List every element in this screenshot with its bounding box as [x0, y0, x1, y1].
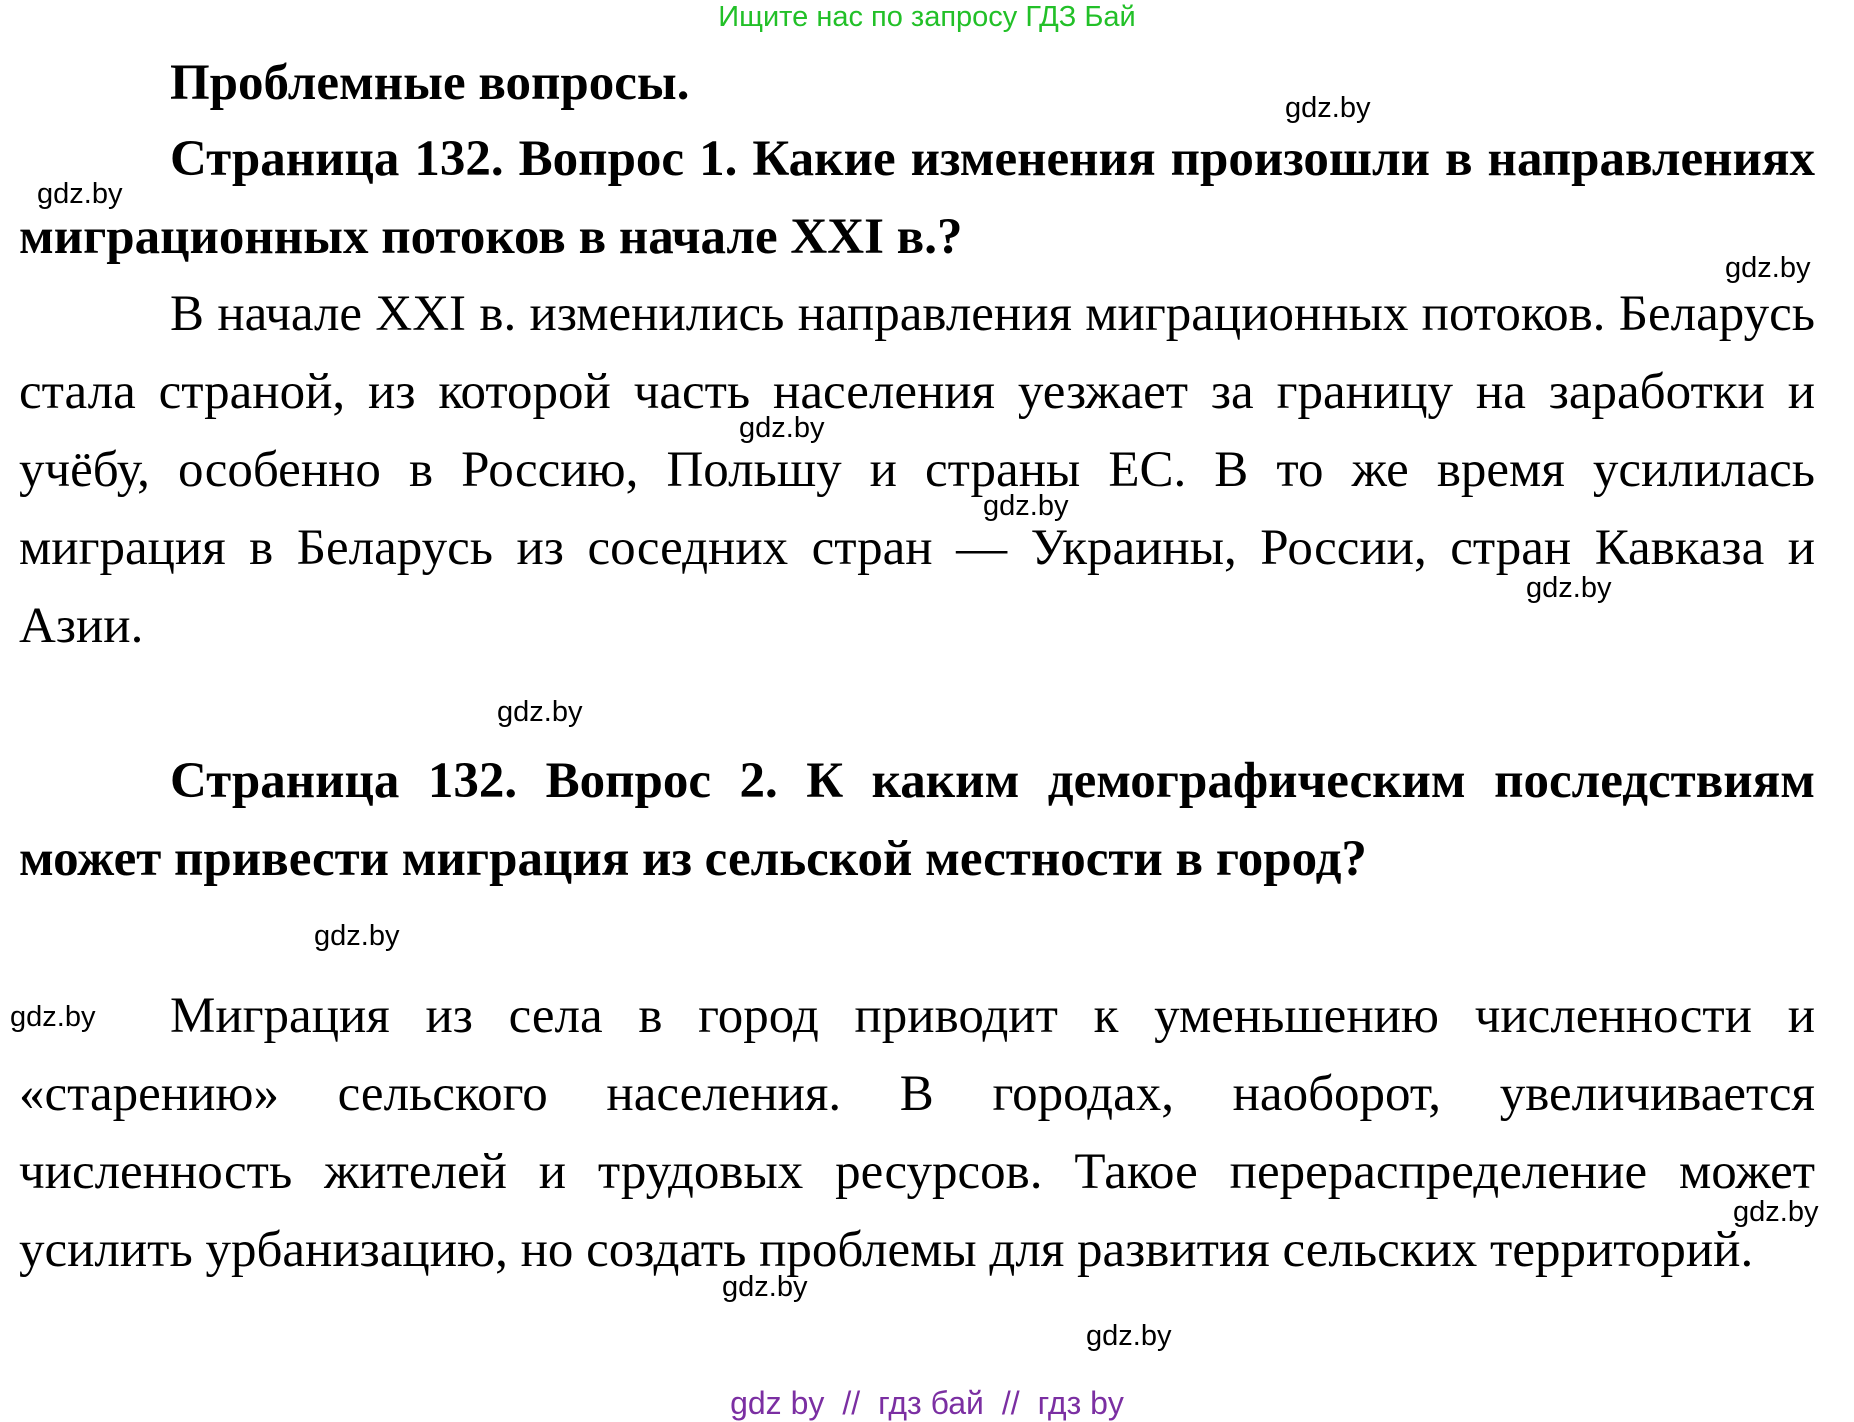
question-1-answer: В начале XXI в. изменились направления миграционных потоков. Беларусь стала страной, из которой часть населения уезжает за границу на заработки и учёбу, особенно в Россию, Польшу и страны ЕС. В то же время усилилась миграция в Беларусь из соседних стран — Украины, России, стран Кавказа и Азии.: [19, 286, 1815, 654]
watermark-text: gdz.by: [37, 178, 123, 210]
footer-item: gdz by: [730, 1385, 825, 1421]
question-2-heading: Страница 132. Вопрос 2. К каким демографическим последствиям может привести миграция из сельской местности в город?: [19, 753, 1815, 887]
footer-separator: //: [1001, 1385, 1020, 1421]
section-title: Проблемные вопросы.: [170, 55, 690, 111]
watermark-text: gdz.by: [314, 920, 400, 952]
watermark-text: gdz.by: [1285, 92, 1371, 124]
watermark-text: gdz.by: [1526, 572, 1612, 604]
watermark-text: gdz.by: [722, 1271, 808, 1303]
question-2-answer: Миграция из села в город приводит к уменьшению численности и «старению» сельского населения. В городах, наоборот, увеличивается численность жителей и трудовых ресурсов. Такое перераспределение может усилить урбанизацию, но создать проблемы для развития сельских территорий.: [19, 988, 1815, 1278]
footer-links: [0, 1384, 1854, 1422]
watermark-text: gdz.by: [1725, 252, 1811, 284]
watermark-text: gdz.by: [983, 490, 1069, 522]
footer-separator: //: [842, 1385, 861, 1421]
footer-item: гдз by: [1037, 1385, 1124, 1421]
watermark-text: gdz.by: [10, 1001, 96, 1033]
footer-item: гдз бай: [878, 1385, 984, 1421]
search-promo-banner: Ищите нас по запросу ГДЗ Бай: [718, 1, 1136, 33]
question-1-heading: Страница 132. Вопрос 1. Какие изменения произошли в направлениях миграционных потоков в начале XXI в.?: [19, 131, 1815, 265]
watermark-text: gdz.by: [1733, 1196, 1819, 1228]
watermark-text: gdz.by: [1086, 1320, 1172, 1352]
watermark-text: gdz.by: [739, 412, 825, 444]
watermark-text: gdz.by: [497, 696, 583, 728]
